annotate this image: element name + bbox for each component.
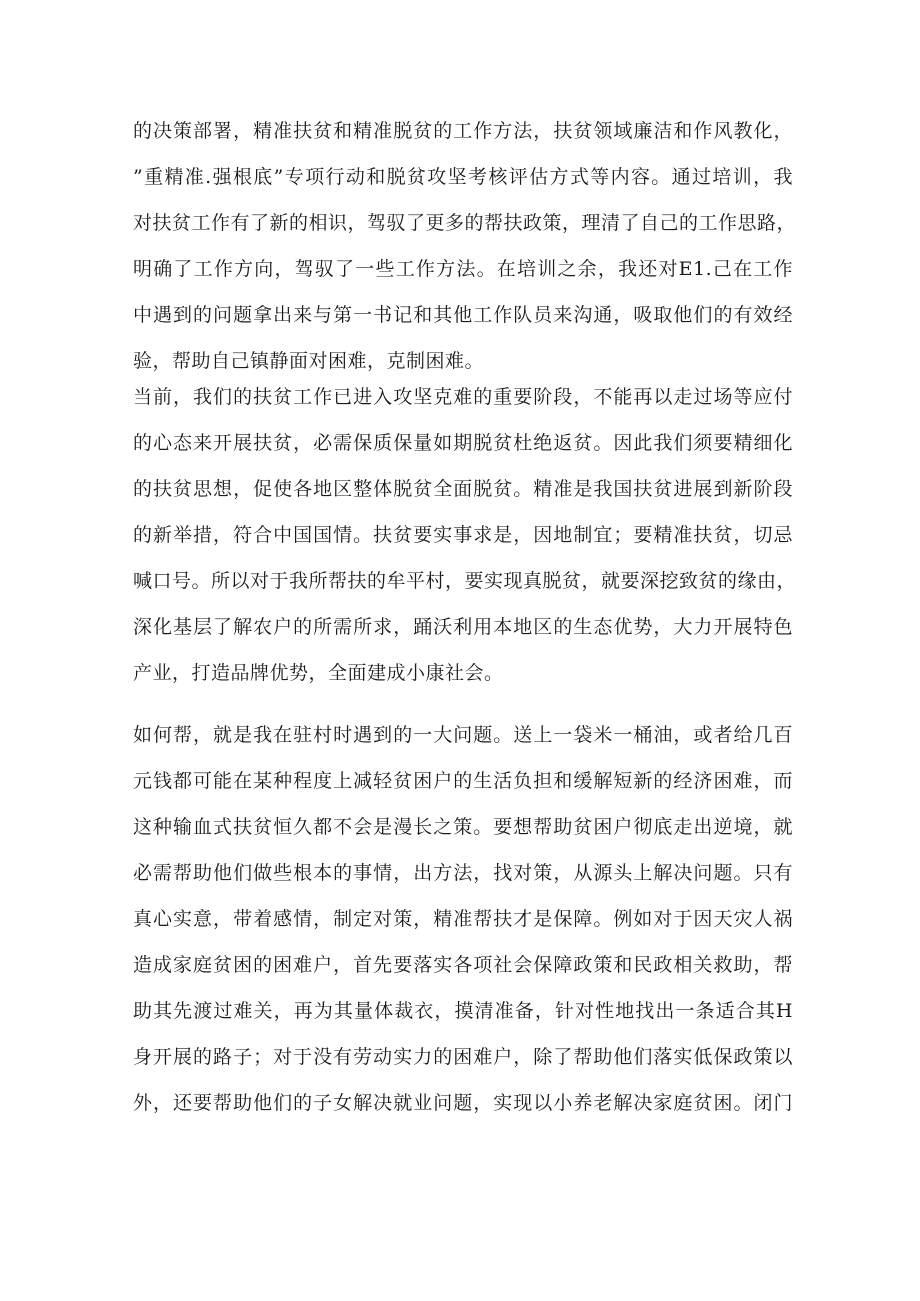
paragraph-line: 中遇到的问题拿出来与第一书记和其他工作队员来沟通，吸取他们的有效经 (133, 304, 793, 326)
paragraph-line: 喊口号。所以对于我所帮扶的牟平村，要实现真脱贫，就要深挖致贫的缘由， (133, 570, 797, 592)
paragraph-line: 元钱都可能在某种程度上减轻贫困户的生活负担和缓解短新的经济困难，而 (133, 770, 793, 792)
paragraph-line: 这种输血式扶贫恒久都不会是漫长之策。要想帮助贫困户彻底走出逆境，就 (133, 816, 793, 838)
paragraph-line: 明确了工作方向，驾驭了一些工作方法。在培训之余，我还对E1.己在工作 (133, 258, 793, 280)
paragraph-3 (133, 712, 793, 1126)
paragraph-line: 对扶贫工作有了新的相识，驾驭了更多的帮扶政策，理清了自己的工作思路， (133, 212, 797, 234)
paragraph-line: 的心态来开展扶贫，必需保质保量如期脱贫杜绝返贫。因此我们须要精细化 (133, 432, 793, 454)
paragraph-line: 外，还要帮助他们的子女解决就业问题，实现以小养老解决家庭贫困。闭门 (133, 1092, 793, 1114)
paragraph-line: 产业，打造品牌优势，全面建成小康社会。 (133, 662, 504, 684)
paragraph-1 (133, 108, 797, 384)
paragraph-2 (133, 374, 797, 696)
paragraph-line: 身开展的路子；对于没有劳动实力的困难户，除了帮助他们落实低保政策以 (133, 1046, 793, 1068)
paragraph-line: 的决策部署，精准扶贫和精准脱贫的工作方法，扶贫领域廉洁和作风教化， (133, 120, 793, 142)
paragraph-line: 当前，我们的扶贫工作已进入攻坚克难的重要阶段，不能再以走过场等应付 (133, 386, 793, 408)
paragraph-line: 的扶贫思想，促使各地区整体脱贫全面脱贫。精准是我国扶贫进展到新阶段 (133, 478, 793, 500)
paragraph-line: 造成家庭贫困的困难户，首先要落实各项社会保障政策和民政相关救助，帮 (133, 954, 793, 976)
paragraph-line: 的新举措，符合中国国情。扶贫要实事求是，因地制宜；要精准扶贫，切忌 (133, 524, 793, 546)
paragraph-line: 助其先渡过难关，再为其量体裁衣，摸清准备，针对性地找出一条适合其H (133, 1000, 793, 1022)
paragraph-line: 如何帮，就是我在驻村时遇到的一大问题。送上一袋米一桶油，或者给几百 (133, 724, 793, 746)
paragraph-line: 真心实意，带着感情，制定对策，精准帮扶才是保障。例如对于因天灾人祸 (133, 908, 793, 930)
paragraph-line: ”重精准.强根底”专项行动和脱贫攻坚考核评估方式等内容。通过培训，我 (133, 166, 793, 188)
paragraph-line: 验，帮助自己镇静面对困难，克制困难。 (133, 350, 485, 372)
paragraph-line: 必需帮助他们做些根本的事情，出方法，找对策，从源头上解决问题。只有 (133, 862, 793, 884)
paragraph-line: 深化基层了解农户的所需所求，踊沃利用本地区的生态优势，大力开展特色 (133, 616, 793, 638)
